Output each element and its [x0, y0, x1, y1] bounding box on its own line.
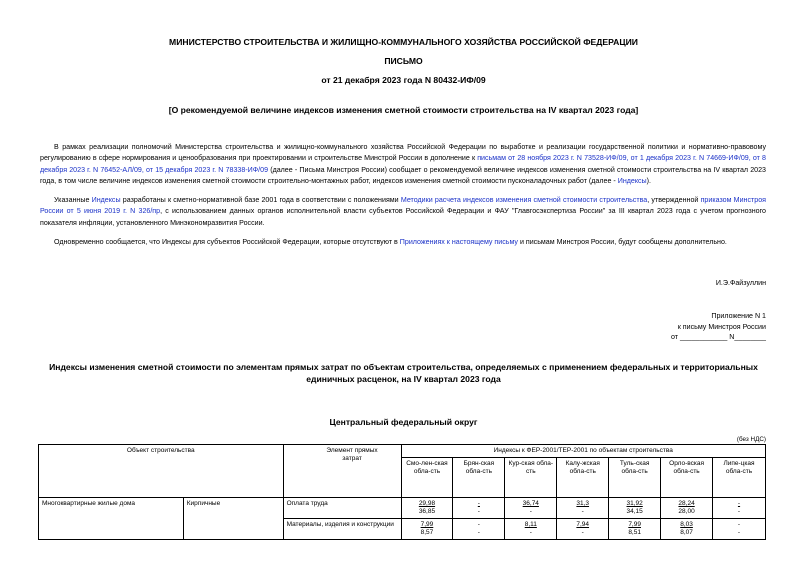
doc-type: ПИСЬМО [384, 56, 423, 66]
value-link[interactable]: 8,11 [524, 521, 537, 528]
paragraph-1-text-c: ). [646, 176, 651, 185]
value-text: - [529, 529, 532, 536]
appendix-line: от ____________ N________ [670, 333, 766, 341]
doc-subject: [О рекомендуемой величине индексов изменения сметной стоимости строительства на IV квартал 2023 года] [168, 105, 639, 115]
value-link[interactable]: - [737, 500, 741, 507]
value-cell [557, 498, 609, 519]
value-text: - [737, 508, 741, 515]
value-link[interactable]: 31,92 [626, 500, 643, 507]
value-link[interactable]: 7,94 [576, 521, 590, 528]
header-element: Элемент прямых затрат [283, 445, 401, 498]
value-cell [557, 519, 609, 540]
indices-link-2[interactable]: Индексы [91, 196, 121, 204]
value-cell [505, 498, 557, 519]
value-cell [401, 519, 453, 540]
table-header-row [39, 445, 766, 458]
value-link[interactable]: 7,99 [628, 521, 641, 528]
value-text: 34,15 [626, 508, 643, 515]
indices-table [38, 444, 766, 540]
value-text: - [737, 521, 741, 528]
appendices-link[interactable]: Приложениях к настоящему письму [399, 238, 518, 246]
value-link[interactable]: 28,24 [678, 500, 695, 507]
value-text: 28,00 [678, 508, 695, 515]
header-indices: Индексы к ФЕР-2001/ТЕР-2001 по объектам строительства [401, 445, 766, 458]
appendix-block [560, 311, 766, 343]
methodology-link[interactable]: Методики расчета индексов изменения сметной стоимости строительства [400, 196, 648, 204]
table-row [39, 498, 766, 519]
indices-link[interactable]: Индексы [617, 176, 647, 185]
region-header: Туль-ская обла-сть [609, 458, 661, 498]
value-text: - [581, 529, 584, 536]
region-header: Калу-жская обла-сть [557, 458, 609, 498]
paragraph-2-text-c: , утвержденной [647, 196, 701, 204]
value-cell [401, 498, 453, 519]
value-cell [453, 519, 505, 540]
doc-date: от 21 декабря 2023 года N 80432-ИФ/09 [321, 75, 486, 85]
value-text: 8,57 [420, 529, 434, 536]
value-text: 8,51 [628, 529, 641, 536]
value-text: - [529, 508, 532, 515]
letters-link[interactable]: письмам от 28 ноября 2023 г. N 73528-ИФ/09, от 1 декабря 2023 г. N 74669-ИФ/09, от 8 декабря 2023 г. N 76452-АЛ/09, от 15 декабря 2023 г. N 78338-ИФ/09 [40, 154, 766, 174]
region-header: Смо-лен-ская обла-сть [401, 458, 453, 498]
appendix-title: Приложение N 1 [711, 312, 766, 320]
value-cell [661, 498, 713, 519]
table-title: Индексы изменения сметной стоимости по элементам прямых затрат по объектам строительства, определяемых с применением федеральных и территориальных единичных расценок, на IV квартал 2023 года [49, 362, 758, 384]
value-cell [609, 519, 661, 540]
paragraph-2-text-d: , с использованием данных органов исполнительной власти субъектов Российской Федерации и ФАУ "Главгосэкспертиза России" за III квартал 2023 года с учетом прогнозного показателя инфляции, установленного Минэкономразвития России. [40, 207, 766, 227]
value-cell [609, 498, 661, 519]
paragraph-1 [40, 142, 766, 187]
value-link[interactable]: 7,99 [420, 521, 434, 528]
paragraph-2 [40, 195, 766, 229]
region-header: Брян-ская обла-сть [453, 458, 505, 498]
value-text: 8,07 [680, 529, 693, 536]
element-cell: Оплата труда [283, 498, 401, 519]
object-name-cell: Многоквартирные жилые дома [39, 498, 184, 540]
region-header: Кур-ская обла-сть [505, 458, 557, 498]
value-text: - [477, 529, 480, 536]
value-cell [505, 519, 557, 540]
value-link[interactable]: - [477, 500, 480, 507]
value-cell [713, 519, 766, 540]
paragraph-3-text-a: Одновременно сообщается, что Индексы для субъектов Российской Федерации, которые отсутствуют в [54, 238, 400, 246]
value-cell [713, 498, 766, 519]
paragraph-3 [40, 237, 766, 248]
value-link[interactable]: 31,3 [576, 500, 590, 507]
element-cell: Материалы, изделия и конструкции [283, 519, 401, 540]
value-text: - [737, 529, 741, 536]
ministry-title: МИНИСТЕРСТВО СТРОИТЕЛЬСТВА И ЖИЛИЩНО-КОММУНАЛЬНОГО ХОЗЯЙСТВА РОССИЙСКОЙ ФЕДЕРАЦИИ [169, 37, 638, 47]
paragraph-1-text-b: (далее - Письма Минстроя России) сообщает о рекомендуемой величине индексов изменения сметной стоимости строительства на IV квартал 2023 года, в том числе величине индексов изменения сметной стоимости строительно-монтажных работ, индексов изменения сметной стоимости пусконаладочных работ (далее - [40, 165, 766, 185]
value-text: - [477, 508, 480, 515]
value-link[interactable]: 29,98 [418, 500, 436, 507]
paragraph-3-text-b: и письмам Минстроя России, будут сообщены дополнительно. [517, 238, 727, 246]
value-cell [453, 498, 505, 519]
value-link[interactable]: 36,74 [522, 500, 539, 507]
paragraph-2-text-a: Указанные [54, 196, 92, 204]
value-text: 36,85 [418, 508, 436, 515]
object-type-cell: Кирпичные [183, 498, 283, 540]
value-text: - [581, 508, 584, 515]
value-cell [661, 519, 713, 540]
value-link[interactable]: 8,03 [680, 521, 693, 528]
district-title: Центральный федеральный округ [329, 417, 478, 427]
region-header: Липе-цкая обла-сть [713, 458, 766, 498]
region-header: Орло-вская обла-сть [661, 458, 713, 498]
appendix-to: к письму Минстроя России [677, 322, 766, 331]
header-object: Объект строительства [39, 445, 284, 498]
paragraph-1-text-a: В рамках реализации полномочий Министерства строительства и жилищно-коммунального хозяйства Российской Федерации по выработке и реализации государственной политики и нормативно-правовому регулированию в сфере нормирования и ценообразования при проектировании и строительстве Минстрой России в дополнение к [40, 143, 766, 163]
order-link[interactable]: приказом Минстроя России от 5 июня 2019 г. N 326/пр [40, 196, 767, 216]
value-text: - [477, 521, 480, 528]
vat-note: (без НДС) [736, 436, 766, 443]
paragraph-2-text-b: разработаны к сметно-нормативной базе 2001 года в соответствии с положениями [120, 196, 401, 204]
signature: И.Э.Файзуллин [715, 279, 766, 287]
